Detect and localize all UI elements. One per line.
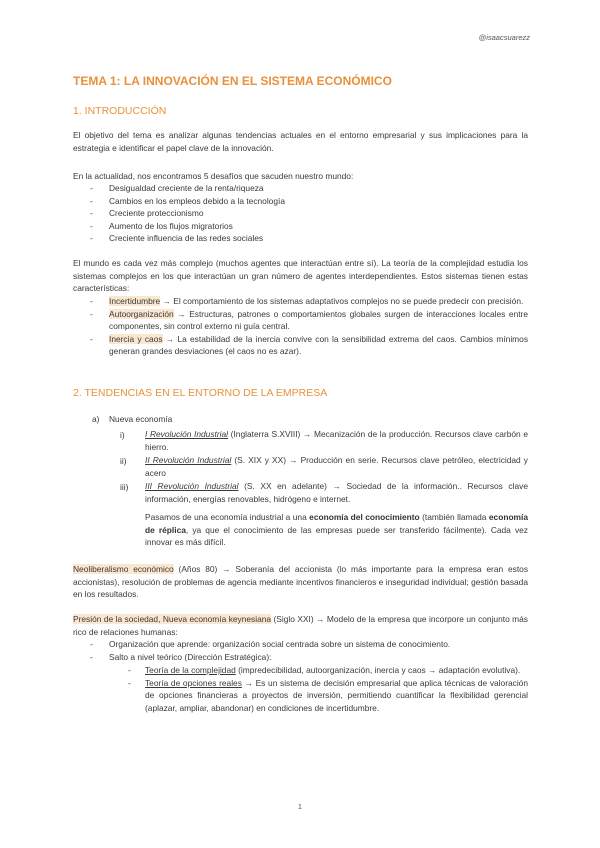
theory-text: → Es un sistema de decisión empresarial que aplica técnicas de valoración de opciones financieras a proyectos de inversión, permitiendo cuantificar la flexibilidad gerencial (aplazar, ampliar, abandonar) en condiciones de incertidumbre. bbox=[145, 677, 528, 713]
author-handle: @isaacsuarezz bbox=[478, 33, 530, 42]
trait-text: → El comportamiento de los sistemas adaptativos complejos no se puede predecir con precisión. bbox=[160, 296, 524, 306]
list-item: - Aumento de los flujos migratorios bbox=[73, 220, 528, 233]
highlighted-term: Presión de la sociedad, Nueva economía keynesiana bbox=[73, 614, 272, 624]
roman-marker: i) bbox=[120, 430, 125, 440]
trait-term: Inercia y caos bbox=[109, 333, 163, 344]
list-marker-a: a) bbox=[92, 414, 100, 424]
neoliberalism-paragraph bbox=[73, 563, 528, 601]
revolution-text: (S. XX en adelante) → Sociedad de la información.. Recursos clave información, energías renovables, hidrógeno e internet. bbox=[145, 481, 528, 504]
list-item: - Creciente proteccionismo bbox=[73, 207, 528, 220]
revolution-item bbox=[145, 480, 528, 505]
text-span: Pasamos de una economía industrial a una bbox=[145, 512, 310, 522]
nueva-economia-label: Nueva economía bbox=[109, 414, 173, 424]
revolution-item bbox=[145, 454, 528, 479]
revolution-text: (Inglaterra S.XVIII) → Mecanización de la producción. Recursos clave carbón e hierro. bbox=[145, 429, 528, 452]
theory-name: Teoría de la complejidad bbox=[145, 665, 236, 675]
revolution-name: II Revolución Industrial bbox=[145, 455, 232, 465]
challenges-list bbox=[73, 182, 528, 245]
page-number: 1 bbox=[297, 802, 303, 811]
list-item bbox=[73, 677, 528, 715]
list-item: - Salto a nivel teórico (Dirección Estratégica): bbox=[73, 651, 528, 664]
page-title: TEMA 1: LA INNOVACIÓN EN EL SISTEMA ECONÓMICO bbox=[73, 74, 392, 88]
text-span: , ya que el conocimiento de las empresas puede ser transferido fácilmente). Cada vez innovar es más difícil. bbox=[145, 524, 528, 548]
roman-marker: ii) bbox=[120, 456, 127, 466]
knowledge-economy-paragraph bbox=[145, 511, 528, 549]
highlighted-term: Neoliberalismo económico bbox=[73, 564, 174, 574]
list-item bbox=[73, 295, 528, 308]
intro-paragraph-2: En la actualidad, nos encontramos 5 desafíos que sacuden nuestro mundo: bbox=[73, 171, 354, 181]
revolution-text: (S. XIX y XX) → Producción en serie. Recursos clave petróleo, electricidad y acero bbox=[145, 455, 528, 478]
social-pressure-paragraph bbox=[73, 613, 528, 638]
revolution-name: I Revolución Industrial bbox=[145, 429, 229, 439]
theory-name: Teoría de opciones reales bbox=[145, 677, 242, 688]
intro-paragraph-1: El objetivo del tema es analizar algunas tendencias actuales en el entorno empresarial y sus implicaciones para la estrategia e identificar el papel clave de la innovación. bbox=[73, 130, 528, 153]
section-heading-intro: 1. INTRODUCCIÓN bbox=[73, 105, 167, 117]
social-pressure-list bbox=[73, 638, 528, 663]
list-item bbox=[73, 333, 528, 358]
trait-term: Autoorganización bbox=[109, 308, 174, 319]
text-span: (Siglo XXI) → Modelo de la empresa que incorpore un conjunto más rico de relaciones humanas: bbox=[73, 614, 528, 637]
revolution-name: III Revolución Industrial bbox=[145, 481, 239, 491]
list-item: - Organización que aprende: organización social centrada sobre un sistema de conocimiento. bbox=[73, 638, 528, 651]
traits-list bbox=[73, 295, 528, 358]
intro-paragraph-3: El mundo es cada vez más complejo (muchos agentes que interactúan entre sí). La teoría de la complejidad estudia los sistemas complejos en los que interactúan un gran número de agentes interdependientes. Estos sistemas tienen estas características: bbox=[73, 258, 528, 294]
section-heading-trends: 2. TENDENCIAS EN EL ENTORNO DE LA EMPRESA bbox=[73, 387, 328, 399]
list-item bbox=[73, 308, 528, 333]
theories-list bbox=[73, 664, 528, 714]
bold-term: economía del conocimiento bbox=[309, 512, 420, 522]
text-span: (Años 80) → Soberanía del accionista (lo más importante para la empresa eran estos accionistas), resolución de problemas de agencia mediante incentivos financieros e inseguridad individual; gestión basada en los resultados. bbox=[73, 564, 529, 600]
text-span: (también llamada bbox=[419, 512, 489, 522]
trait-text: → Estructuras, patrones o comportamientos globales surgen de interacciones locales entre componentes, sin control externo ni guía central. bbox=[109, 308, 528, 332]
list-item bbox=[73, 664, 528, 677]
list-item: - Cambios en los empleos debido a la tecnología bbox=[73, 195, 528, 208]
revolution-item bbox=[145, 428, 528, 453]
list-item: - Creciente influencia de las redes sociales bbox=[73, 232, 528, 245]
trait-term: Incertidumbre bbox=[109, 296, 161, 306]
trait-text: → La estabilidad de la inercia convive con la sensibilidad extrema del caos. Cambios mínimos generan grandes desviaciones (el caos no es azar). bbox=[109, 333, 529, 357]
list-item: - Desigualdad creciente de la renta/riqueza bbox=[73, 182, 528, 195]
roman-marker: iii) bbox=[120, 482, 129, 492]
theory-text: (impredecibilidad, autoorganización, inercia y caos → adaptación evolutiva). bbox=[235, 665, 521, 675]
bold-term: economía de réplica bbox=[145, 512, 528, 535]
